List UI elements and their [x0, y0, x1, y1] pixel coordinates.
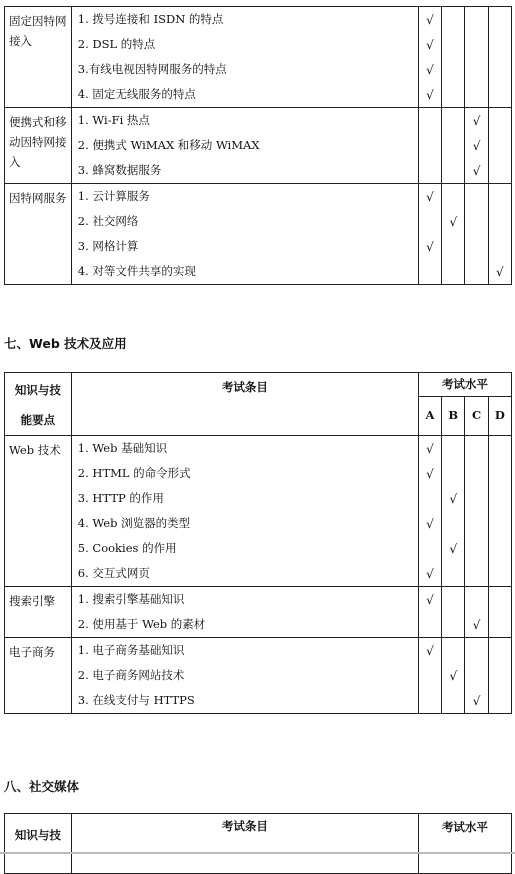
- checkmark: [419, 259, 441, 284]
- exam-item: 3. 在线支付与 HTTPS: [77, 693, 195, 707]
- group-items: [71, 7, 418, 108]
- checkmark: [419, 612, 441, 637]
- knowledge-table-web: [4, 372, 512, 714]
- exam-item: 1. 搜索引擎基础知识: [77, 592, 185, 606]
- exam-item: 1. Web 基础知识: [77, 441, 168, 455]
- checkmark: [442, 32, 464, 57]
- exam-item: 5. Cookies 的作用: [77, 541, 177, 555]
- checkmark: [442, 688, 464, 713]
- knowledge-table-social: [4, 813, 512, 874]
- header-knowledge: [5, 373, 72, 436]
- checkmark: √: [426, 567, 434, 581]
- checkmark: [489, 688, 511, 713]
- checkmark: √: [472, 139, 481, 153]
- checkmark: [465, 436, 487, 461]
- group-row: [5, 184, 512, 285]
- level-b-column: [442, 587, 465, 638]
- group-items: [71, 587, 418, 638]
- checkmark: [489, 158, 511, 183]
- level-c-column: [465, 638, 488, 714]
- checkmark: [442, 158, 464, 183]
- checkmark: √: [426, 593, 434, 607]
- header-knowledge-line-1: 知识与技: [14, 383, 61, 397]
- exam-item: 2. HTML 的命令形式: [77, 466, 191, 480]
- checkmark: [442, 108, 464, 133]
- level-b-column: [442, 436, 465, 587]
- checkmark: [465, 259, 487, 284]
- checkmark: [442, 511, 464, 536]
- checkmark: √: [426, 467, 434, 481]
- checkmark: [419, 536, 441, 561]
- checkmark: [489, 108, 511, 133]
- checkmark: [419, 209, 441, 234]
- group-items: [71, 436, 418, 587]
- checkmark: [465, 663, 487, 688]
- group-row: [5, 108, 512, 184]
- checkmark: [465, 561, 487, 586]
- checkmark: [442, 7, 464, 32]
- checkmark: [465, 82, 487, 107]
- level-d-column: [488, 7, 511, 108]
- checkmark: √: [426, 63, 434, 77]
- checkmark: [489, 536, 511, 561]
- exam-item: 2. 社交网络: [77, 214, 139, 228]
- checkmark: [489, 32, 511, 57]
- exam-item: 1. 云计算服务: [77, 189, 150, 203]
- exam-item: 1. 电子商务基础知识: [77, 643, 185, 657]
- header-knowledge-line-2: 能要点: [20, 413, 56, 427]
- exam-item: 4. Web 浏览器的类型: [77, 516, 191, 530]
- level-b-column: [442, 184, 465, 285]
- checkmark: √: [472, 618, 481, 632]
- checkmark: [489, 57, 511, 82]
- level-a-column: [418, 436, 441, 587]
- header-level-a: A: [418, 397, 441, 436]
- checkmark: [465, 638, 487, 663]
- checkmark: [489, 184, 511, 209]
- checkmark: [442, 82, 464, 107]
- checkmark: √: [426, 442, 434, 456]
- checkmark: [419, 158, 441, 183]
- group-items: [71, 108, 418, 184]
- checkmark: [465, 511, 487, 536]
- level-c-column: [465, 108, 488, 184]
- level-b-column: [442, 108, 465, 184]
- level-c-column: [465, 436, 488, 587]
- exam-item: 4. 对等文件共享的实现: [77, 264, 196, 278]
- checkmark: [442, 184, 464, 209]
- checkmark: √: [426, 644, 434, 658]
- checkmark: [465, 234, 487, 259]
- checkmark: √: [426, 38, 434, 52]
- checkmark: [489, 638, 511, 663]
- exam-item: 3. 蜂窝数据服务: [77, 163, 162, 177]
- exam-item: 2. 电子商务网站技术: [77, 668, 185, 682]
- level-d-column: [488, 638, 511, 714]
- checkmark: √: [426, 517, 434, 531]
- header-level-c: C: [465, 397, 488, 436]
- checkmark: [419, 133, 441, 158]
- header-level-b: B: [442, 397, 465, 436]
- level-d-column: [488, 436, 511, 587]
- checkmark: [489, 587, 511, 612]
- header-level: 考试水平: [418, 373, 511, 397]
- checkmark: [465, 184, 487, 209]
- group-name: 便携式和移动因特网接入: [5, 108, 72, 184]
- group-name: 固定因特网接入: [5, 7, 72, 108]
- checkmark: [442, 57, 464, 82]
- checkmark: [465, 536, 487, 561]
- checkmark: [442, 587, 464, 612]
- header-level-d: D: [488, 397, 511, 436]
- exam-item: 3. HTTP 的作用: [77, 491, 164, 505]
- checkmark: [489, 234, 511, 259]
- level-a-column: [418, 638, 441, 714]
- group-name: 搜索引擎: [5, 587, 72, 638]
- group-row: [5, 638, 512, 714]
- level-d-column: [488, 108, 511, 184]
- exam-item: 1. Wi-Fi 热点: [77, 113, 150, 127]
- checkmark: [465, 209, 487, 234]
- checkmark: [489, 561, 511, 586]
- checkmark: [419, 486, 441, 511]
- checkmark: [489, 486, 511, 511]
- checkmark: [442, 612, 464, 637]
- checkmark: [489, 209, 511, 234]
- level-a-column: [418, 184, 441, 285]
- checkmark: [489, 436, 511, 461]
- checkmark: √: [496, 265, 504, 279]
- header-topic: 考试条目: [71, 814, 418, 874]
- checkmark: [489, 82, 511, 107]
- checkmark: √: [426, 13, 434, 27]
- group-row: [5, 436, 512, 587]
- level-d-column: [488, 184, 511, 285]
- exam-item: 3. 网格计算: [77, 239, 139, 253]
- section-8-title: 八、社交媒体: [4, 779, 80, 794]
- exam-item: 1. 拨号连接和 ISDN 的特点: [77, 12, 224, 26]
- checkmark: [465, 7, 487, 32]
- checkmark: [442, 561, 464, 586]
- checkmark: √: [449, 215, 458, 229]
- group-items: [71, 638, 418, 714]
- group-items: [71, 184, 418, 285]
- section-7-title: 七、Web 技术及应用: [4, 336, 127, 351]
- group-row: [5, 587, 512, 638]
- header-topic: 考试条目: [71, 373, 418, 436]
- checkmark: √: [449, 492, 458, 506]
- checkmark: √: [472, 114, 481, 128]
- checkmark: [465, 486, 487, 511]
- checkmark: √: [449, 542, 458, 556]
- header-knowledge: 知识与技: [5, 814, 72, 874]
- checkmark: [489, 612, 511, 637]
- checkmark: √: [472, 164, 481, 178]
- exam-item: 6. 交互式网页: [77, 566, 150, 580]
- checkmark: [419, 663, 441, 688]
- exam-item: 4. 固定无线服务的特点: [77, 87, 196, 101]
- exam-item: 2. DSL 的特点: [77, 37, 156, 51]
- checkmark: √: [449, 669, 458, 683]
- checkmark: [419, 108, 441, 133]
- group-row: [5, 7, 512, 108]
- exam-item: 3.有线电视因特网服务的特点: [77, 62, 227, 76]
- checkmark: √: [426, 240, 434, 254]
- checkmark: √: [426, 190, 434, 204]
- level-c-column: [465, 587, 488, 638]
- checkmark: [465, 57, 487, 82]
- checkmark: [489, 461, 511, 486]
- checkmark: √: [472, 694, 481, 708]
- checkmark: [419, 688, 441, 713]
- checkmark: √: [426, 88, 434, 102]
- checkmark: [442, 234, 464, 259]
- checkmark: [442, 638, 464, 663]
- group-name: 因特网服务: [5, 184, 72, 285]
- level-c-column: [465, 7, 488, 108]
- checkmark: [465, 587, 487, 612]
- group-name: 电子商务: [5, 638, 72, 714]
- exam-item: 2. 便携式 WiMAX 和移动 WiMAX: [77, 138, 260, 152]
- header-level: 考试水平: [418, 814, 511, 874]
- level-d-column: [488, 587, 511, 638]
- checkmark: [442, 133, 464, 158]
- level-a-column: [418, 7, 441, 108]
- checkmark: [489, 133, 511, 158]
- checkmark: [465, 32, 487, 57]
- knowledge-table-internet: [4, 6, 512, 285]
- group-name: Web 技术: [5, 436, 72, 587]
- checkmark: [442, 461, 464, 486]
- checkmark: [489, 511, 511, 536]
- checkmark: [489, 7, 511, 32]
- checkmark: [442, 436, 464, 461]
- level-c-column: [465, 184, 488, 285]
- exam-item: 2. 使用基于 Web 的素材: [77, 617, 206, 631]
- level-a-column: [418, 587, 441, 638]
- checkmark: [465, 461, 487, 486]
- checkmark: [489, 663, 511, 688]
- level-b-column: [442, 7, 465, 108]
- level-a-column: [418, 108, 441, 184]
- level-b-column: [442, 638, 465, 714]
- checkmark: [442, 259, 464, 284]
